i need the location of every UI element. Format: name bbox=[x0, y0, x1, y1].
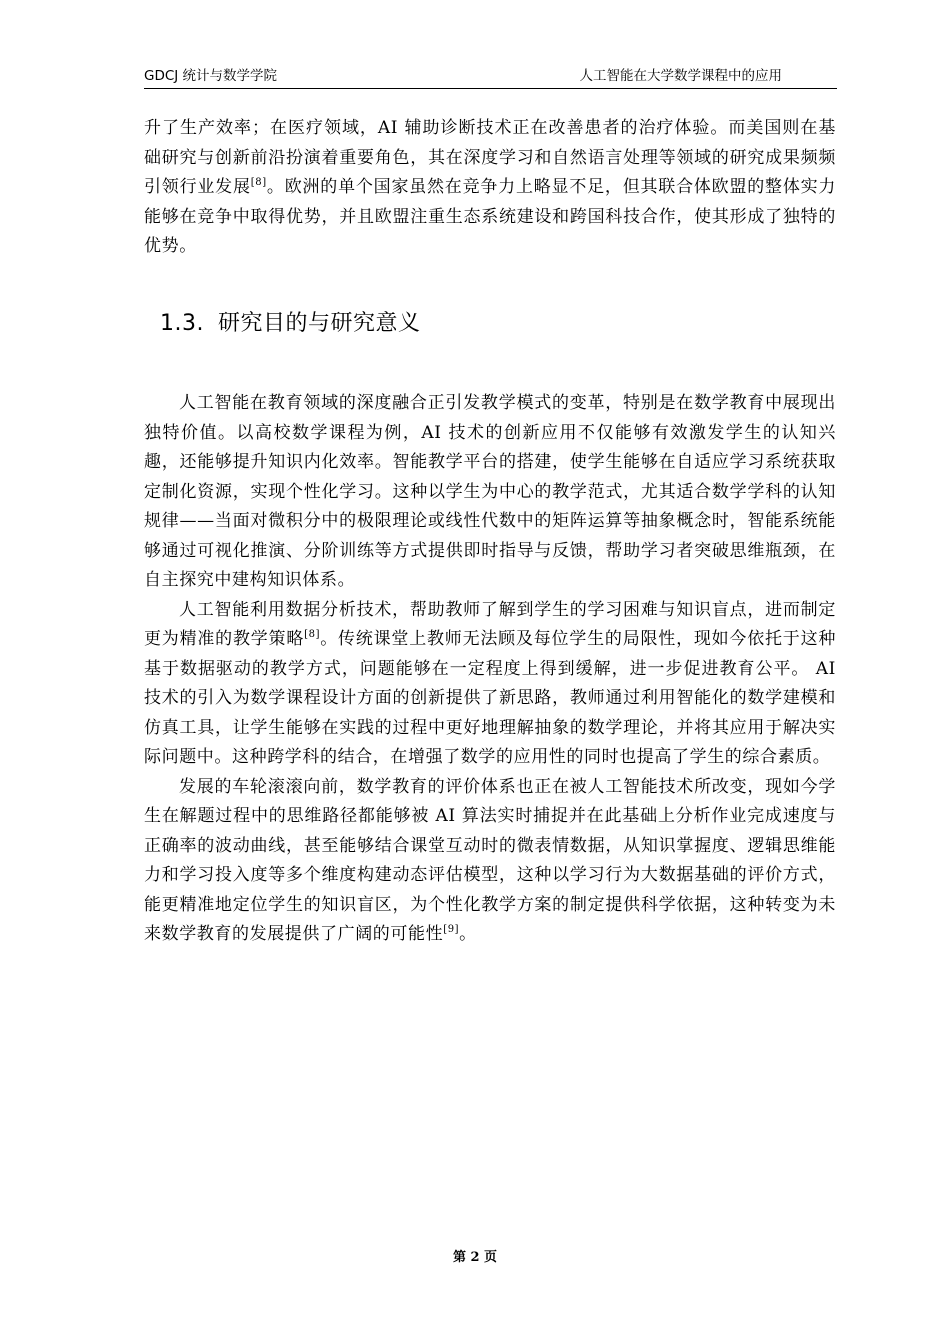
paragraph-3 bbox=[144, 773, 836, 950]
paragraph-text: 发展的车轮滚滚向前，数学教育的评价体系也正在被人工智能技术所改变，现如今学生在解题过程中的思维路径都能够被 AI 算法实时捕捉并在此基础上分析作业完成速度与正确率的波动曲线，甚至能够结合课堂互动时的微表情数据，从知识掌握度、逻辑思维能力和学习投入度等多个维度构建动态评估模型，这种以学习行为大数据基础的评价方式，能更精准地定位学生的知识盲区，为个性化教学方案的制定提供科学依据，这种转变为未来数学教育的发展提供了广阔的可能性 bbox=[144, 776, 836, 944]
paragraph-text: 升了生产效率；在医疗领域，AI 辅助诊断技术正在改善患者的治疗体验。而美国则在基础研究与创新前沿扮演着重要角色，其在深度学习和自然语言处理等领域的研究成果频频引领行业发展 bbox=[144, 118, 836, 197]
header-institution: GDCJ 统计与数学学院 bbox=[144, 68, 278, 84]
citation-ref: [8] bbox=[304, 629, 321, 640]
paragraph-continued bbox=[144, 114, 836, 262]
section-heading bbox=[160, 308, 421, 340]
section-number: 1.3. bbox=[160, 311, 204, 336]
page-number: 第 2 页 bbox=[452, 1250, 498, 1265]
paragraph-text: 人工智能在教育领域的深度融合正引发教学模式的变革，特别是在数学教育中展现出独特价值。以高校数学课程为例，AI 技术的创新应用不仅能够有效激发学生的认知兴趣，还能够提升知识内化效率。智能教学平台的搭建，使学生能够在自适应学习系统获取定制化资源，实现个性化学习。这种以学生为中心的教学范式，尤其适合数学学科的认知规律——当面对微积分中的极限理论或线性代数中的矩阵运算等抽象概念时，智能系统能够通过可视化推演、分阶训练等方式提供即时指导与反馈，帮助学习者突破思维瓶颈，在自主探究中建构知识体系。 bbox=[144, 393, 836, 590]
section-body bbox=[144, 389, 836, 950]
page-header bbox=[144, 66, 837, 89]
header-document-title: 人工智能在大学数学课程中的应用 bbox=[579, 68, 782, 84]
citation-ref: [8] bbox=[250, 177, 267, 188]
paragraph-1 bbox=[144, 389, 836, 596]
paragraph-2 bbox=[144, 596, 836, 773]
paragraph-text: 。 bbox=[459, 924, 477, 944]
paragraph-text: 。传统课堂上教师无法顾及每位学生的局限性，现如今依托于这种基于数据驱动的教学方式，问题能够在一定程度上得到缓解，进一步促进教育公平。 AI 技术的引入为数学课程设计方面的创新提供了新思路，教师通过利用智能化的数学建模和仿真工具，让学生能够在实践的过程中更好地理解抽象的数学理论，并将其应用于解决实际问题中。这种跨学科的结合，在增强了数学的应用性的同时也提高了学生的综合素质。 bbox=[144, 629, 836, 767]
paragraph-text: 。欧洲的单个国家虽然在竞争力上略显不足，但其联合体欧盟的整体实力能够在竞争中取得优势，并且欧盟注重生态系统建设和跨国科技合作，使其形成了独特的优势。 bbox=[144, 177, 836, 256]
paragraph-text: 人工智能利用数据分析技术，帮助教师了解到学生的学习困难与知识盲点，进而制定更为精准的教学策略 bbox=[144, 599, 836, 649]
citation-ref: [9] bbox=[443, 924, 460, 935]
section-title: 研究目的与研究意义 bbox=[217, 311, 421, 336]
